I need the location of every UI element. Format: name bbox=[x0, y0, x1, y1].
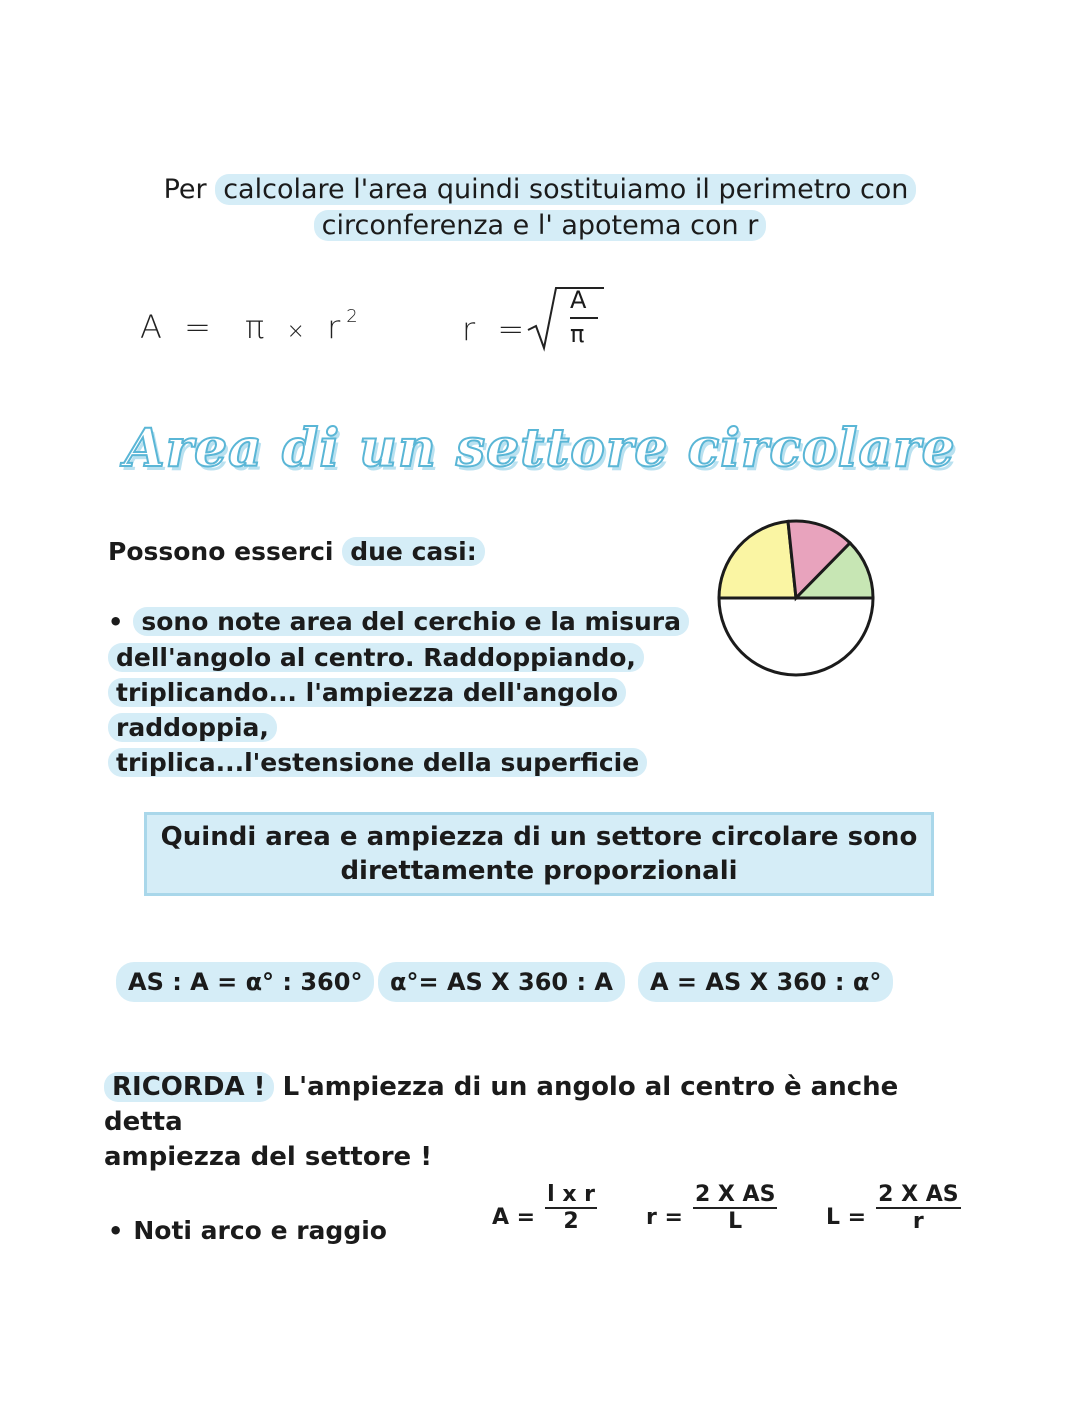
remember-line1: L'ampiezza di un angolo al centro è anche detta bbox=[104, 1072, 899, 1137]
arc-length-formula bbox=[826, 1182, 961, 1234]
f3-numerator: 2 X AS bbox=[878, 1182, 959, 1207]
f1-numerator: l x r bbox=[547, 1182, 596, 1207]
section-title: Area di un settore circolare bbox=[124, 418, 956, 479]
pi-symbol: π bbox=[245, 308, 271, 346]
square-root-sign bbox=[526, 282, 606, 352]
radius-formula bbox=[462, 282, 622, 352]
case1-line3: triplicando... l'ampiezza dell'angolo raddoppia, bbox=[108, 678, 626, 742]
f2-denominator: L bbox=[728, 1209, 743, 1234]
cases-intro-highlight: due casi: bbox=[342, 537, 485, 566]
circle-area-formula bbox=[140, 308, 358, 346]
f3-lhs: L = bbox=[826, 1205, 867, 1230]
intro-text bbox=[110, 172, 970, 244]
cases-intro bbox=[108, 534, 485, 569]
intro-line1-highlight: calcolare l'area quindi sostituiamo il perimetro con bbox=[215, 174, 916, 205]
radius-denominator: π bbox=[570, 320, 585, 348]
remember-line2: ampiezza del settore ! bbox=[104, 1142, 433, 1172]
area-lhs: A = bbox=[140, 308, 217, 346]
case2-label: Noti arco e raggio bbox=[133, 1216, 387, 1245]
box-line1: Quindi area e ampiezza di un settore circolare sono bbox=[160, 822, 918, 852]
case1-line4: triplica...l'estensione della superficie bbox=[108, 748, 647, 777]
proportionality-box bbox=[144, 812, 934, 896]
f1-lhs: A = bbox=[492, 1205, 536, 1230]
remember-note bbox=[104, 1070, 964, 1175]
case1-line2: dell'angolo al centro. Raddoppiando, bbox=[108, 643, 644, 672]
f3-denominator: r bbox=[912, 1209, 924, 1234]
radius-lhs: r = bbox=[462, 310, 531, 348]
radius-from-arc-formula bbox=[646, 1182, 777, 1234]
bullet-icon: • bbox=[108, 1217, 124, 1245]
case1-line1: sono note area del cerchio e la misura bbox=[133, 607, 689, 636]
box-line2: direttamente proporzionali bbox=[340, 856, 738, 886]
times-symbol: × bbox=[286, 319, 311, 344]
proportion-formula-3: A = AS X 360 : α° bbox=[638, 962, 893, 1002]
bullet-icon: • bbox=[108, 608, 124, 636]
case2-text bbox=[108, 1213, 387, 1249]
radius-symbol: r bbox=[327, 308, 347, 346]
proportion-formula-2: α°= AS X 360 : A bbox=[378, 962, 625, 1002]
exponent: 2 bbox=[346, 306, 358, 327]
f1-denominator: 2 bbox=[563, 1209, 579, 1234]
f1-fraction bbox=[545, 1182, 597, 1234]
f2-lhs: r = bbox=[646, 1205, 683, 1230]
f2-numerator: 2 X AS bbox=[694, 1182, 776, 1207]
case1-text bbox=[108, 604, 768, 780]
f3-fraction bbox=[876, 1182, 960, 1234]
remember-label: RICORDA ! bbox=[104, 1072, 274, 1102]
pie-yellow-sector bbox=[719, 521, 796, 598]
intro-line2-highlight: circonferenza e l' apotema con r bbox=[314, 210, 767, 241]
cases-intro-plain: Possono esserci bbox=[108, 537, 343, 566]
arc-area-formula bbox=[492, 1182, 597, 1234]
intro-line1-plain: Per bbox=[163, 174, 216, 205]
proportion-formula-1: AS : A = α° : 360° bbox=[116, 962, 374, 1002]
f2-fraction bbox=[693, 1182, 777, 1234]
radius-numerator: A bbox=[570, 286, 587, 314]
